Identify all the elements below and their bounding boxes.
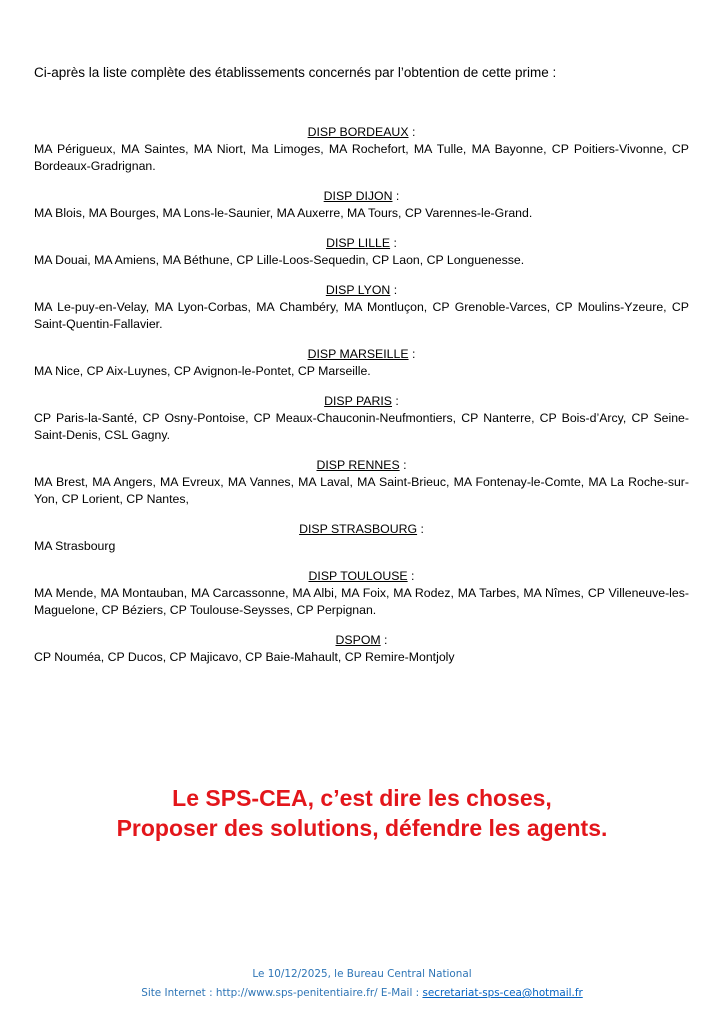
slogan-line-2: Proposer des solutions, défendre les agents. xyxy=(116,815,608,841)
footer-contact-line xyxy=(0,984,724,1003)
section-title xyxy=(34,346,689,363)
section-colon: : xyxy=(417,522,424,536)
section-toulouse xyxy=(34,568,689,619)
section-body: MA Le-puy-en-Velay, MA Lyon-Corbas, MA Chambéry, MA Montluçon, CP Grenoble-Varces, CP Moulins-Yzeure, CP Saint-Quentin-Fallavier. xyxy=(34,300,689,331)
section-body: MA Douai, MA Amiens, MA Béthune, CP Lille-Loos-Sequedin, CP Laon, CP Longuenesse. xyxy=(34,253,525,267)
section-bordeaux xyxy=(34,124,689,175)
intro-text: Ci-après la liste complète des établissements concernés par l’obtention de cette prime : xyxy=(34,65,557,80)
section-title xyxy=(34,568,689,585)
section-lyon xyxy=(34,282,689,333)
section-name: DISP DIJON xyxy=(323,189,393,203)
section-colon: : xyxy=(392,394,399,408)
section-dijon xyxy=(34,188,689,222)
section-colon: : xyxy=(408,125,416,139)
footer-site-text: Site Internet : http://www.sps-penitentiaire.fr/ E-Mail : xyxy=(141,987,423,999)
section-strasbourg xyxy=(34,521,689,555)
section-rennes xyxy=(34,457,689,508)
section-body: CP Paris-la-Santé, CP Osny-Pontoise, CP Meaux-Chauconin-Neufmontiers, CP Nanterre, CP Bois-d’Arcy, CP Seine-Saint-Denis, CSL Gagny. xyxy=(34,411,689,442)
section-colon: : xyxy=(390,236,397,250)
slogan-line-1: Le SPS-CEA, c’est dire les choses, xyxy=(172,785,552,811)
section-marseille xyxy=(34,346,689,380)
section-body: MA Nice, CP Aix-Luynes, CP Avignon-le-Pontet, CP Marseille. xyxy=(34,364,371,378)
email-link[interactable]: secretariat-sps-cea@hotmail.fr xyxy=(422,987,583,999)
section-title xyxy=(34,632,689,649)
section-title xyxy=(34,393,689,410)
section-name: DISP LILLE xyxy=(326,236,391,250)
section-name: DISP STRASBOURG xyxy=(299,522,418,536)
section-body: MA Mende, MA Montauban, MA Carcassonne, MA Albi, MA Foix, MA Rodez, MA Tarbes, MA Nîmes, CP Villeneuve-les-Maguelone, CP Béziers, CP Toulouse-Seysses, CP Perpignan. xyxy=(34,586,689,617)
section-title xyxy=(34,235,689,252)
section-name: DSPOM xyxy=(335,633,381,647)
section-body: MA Strasbourg xyxy=(34,539,116,553)
section-title xyxy=(34,457,689,474)
section-lille xyxy=(34,235,689,269)
section-title xyxy=(34,282,689,299)
section-title xyxy=(34,521,689,538)
section-colon: : xyxy=(399,458,407,472)
section-colon: : xyxy=(407,569,415,583)
section-colon: : xyxy=(392,189,400,203)
section-body: MA Périgueux, MA Saintes, MA Niort, Ma Limoges, MA Rochefort, MA Tulle, MA Bayonne, CP Poitiers-Vivonne, CP Bordeaux-Gradrignan. xyxy=(34,142,689,173)
section-title xyxy=(34,188,689,205)
section-colon: : xyxy=(380,633,388,647)
section-paris xyxy=(34,393,689,444)
establishment-list xyxy=(34,124,689,679)
section-colon: : xyxy=(408,347,416,361)
section-body: CP Nouméa, CP Ducos, CP Majicavo, CP Baie-Mahault, CP Remire-Montjoly xyxy=(34,650,455,664)
section-colon: : xyxy=(390,283,398,297)
section-title xyxy=(34,124,689,141)
slogan xyxy=(0,783,724,843)
section-name: DISP RENNES xyxy=(316,458,400,472)
footer-date-line: Le 10/12/2025, le Bureau Central National xyxy=(252,968,472,980)
section-name: DISP TOULOUSE xyxy=(308,569,408,583)
section-name: DISP BORDEAUX xyxy=(307,125,409,139)
section-name: DISP LYON xyxy=(325,283,391,297)
section-dspom xyxy=(34,632,689,666)
section-body: MA Blois, MA Bourges, MA Lons-le-Saunier, MA Auxerre, MA Tours, CP Varennes-le-Grand. xyxy=(34,206,533,220)
section-body: MA Brest, MA Angers, MA Evreux, MA Vannes, MA Laval, MA Saint-Brieuc, MA Fontenay-le-Comte, MA La Roche-sur-Yon, CP Lorient, CP Nantes, xyxy=(34,475,689,506)
footer xyxy=(0,965,724,1003)
section-name: DISP PARIS xyxy=(324,394,393,408)
section-name: DISP MARSEILLE xyxy=(307,347,409,361)
